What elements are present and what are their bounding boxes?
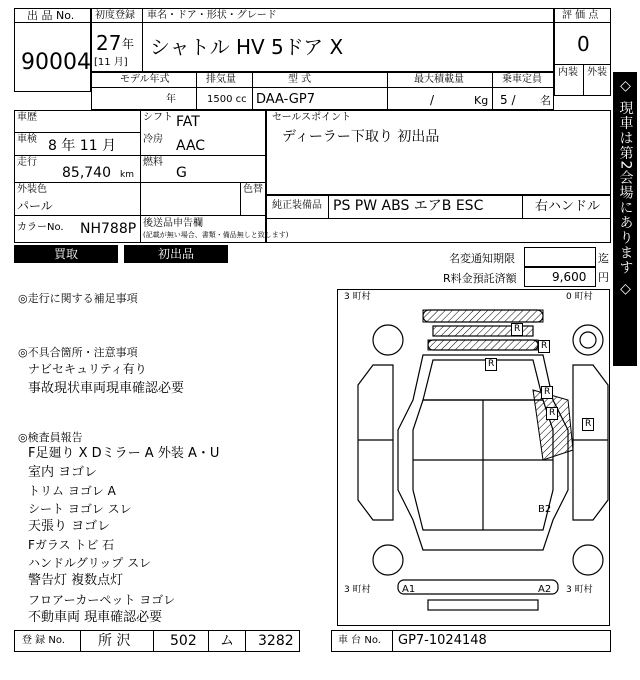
color-no-value: NH788P <box>80 221 137 237</box>
first-reg-year-unit: 年 <box>122 37 135 51</box>
model-year-label: モデル年式 <box>120 74 170 85</box>
damage-mark-a2: A2 <box>538 584 552 595</box>
defect-line-2: 事故現状車両現車確認必要 <box>28 381 185 396</box>
capacity-value: 5 / <box>500 93 516 107</box>
damage-mark-r2: R <box>538 340 550 353</box>
name-change-value <box>524 247 596 267</box>
recycle-label: R料金預託済額 <box>443 272 517 285</box>
damage-mark-r6: R <box>582 418 594 431</box>
inspector-line-2: 室内 ヨゴレ <box>28 465 98 480</box>
car-diagram <box>337 289 610 626</box>
displacement-label: 排気量 <box>206 74 236 85</box>
aftermarket-note: (記載が無い場合、書類・備品無しと致します) <box>143 231 289 239</box>
shift-value: FAT <box>176 114 200 130</box>
inspector-line-7: ハンドルグリップ スレ <box>28 556 152 570</box>
lot-label: 出 品 No. <box>27 9 75 22</box>
recycle-unit: 円 <box>598 271 609 284</box>
car-outline <box>338 290 609 625</box>
chassis-label: 車 台 No. <box>338 635 381 646</box>
color-no-label: カラーNo. <box>17 222 64 233</box>
model-name: シャトル HV 5ドア X <box>150 35 344 59</box>
model-label: 車名・ドア・形状・グレード <box>147 10 277 21</box>
inspector-line-4: シート ヨゴレ スレ <box>28 502 132 516</box>
color-change-label: 色替 <box>243 184 263 195</box>
registration-number: 3282 <box>258 633 294 649</box>
first-reg-label: 初度登録 <box>95 10 135 21</box>
recycle-value: 9,600 <box>552 270 587 284</box>
shift-label: シフト <box>143 112 173 123</box>
capacity-label: 乗車定員 <box>502 74 542 85</box>
side-banner-text: ◇ 現車は第2会場にあります ◇ <box>617 78 634 298</box>
max-load-unit: Kg <box>474 94 489 107</box>
inspector-line-6: Fガラス トビ 石 <box>28 538 115 552</box>
damage-mark-r5: R <box>546 407 558 420</box>
lot-number: 90004 <box>21 50 91 75</box>
mileage-value: 85,740 <box>62 165 111 181</box>
damage-mark-r1: R <box>511 323 523 336</box>
first-listing-tag: 初出品 <box>124 245 228 263</box>
chassis-number: GP7-1024148 <box>398 633 487 648</box>
type-label: 型 式 <box>288 74 312 85</box>
registration-class: 502 <box>170 633 197 649</box>
inspector-label: ◎検査員報告 <box>18 431 83 444</box>
model-year-unit: 年 <box>166 94 176 105</box>
exterior-color-label: 外装色 <box>17 184 47 195</box>
fuel-label: 燃料 <box>143 157 163 168</box>
registration-kana: ム <box>220 633 234 649</box>
history-label: 車歴 <box>17 112 37 123</box>
ac-label: 冷房 <box>143 134 163 145</box>
diagram-label-bl: 3 町村 <box>344 585 371 595</box>
sales-point-label: セールスポイント <box>272 112 352 123</box>
name-change-label: 名変通知期限 <box>449 252 515 265</box>
ac-value: AAC <box>176 138 206 154</box>
capacity-unit: 名 <box>540 94 551 107</box>
damage-mark-b2: B2 <box>538 504 552 515</box>
score-value: 0 <box>577 32 590 56</box>
registration-label: 登 録 No. <box>22 635 65 646</box>
mileage-unit: km <box>120 170 134 180</box>
inspection-value: 8 年 11 月 <box>48 138 117 154</box>
first-reg-month: [11 月] <box>94 57 128 68</box>
mileage-label: 走行 <box>17 157 37 168</box>
max-load-label: 最大積載量 <box>414 74 464 85</box>
inspector-line-1: F足廻り X Dミラー A 外装 A・U <box>28 446 220 461</box>
interior-label: 内装 <box>558 67 578 78</box>
exterior-color-value: パール <box>17 199 53 213</box>
defect-line-1: ナビセキュリティ有り <box>28 362 147 376</box>
inspector-line-8: 警告灯 複数点灯 <box>28 573 124 588</box>
damage-mark-a1: A1 <box>402 584 416 595</box>
diagram-label-br: 3 町村 <box>566 585 593 595</box>
genuine-label: 純正装備品 <box>272 200 322 211</box>
buy-tag: 買取 <box>14 245 118 263</box>
diagram-label-tl: 3 町村 <box>344 292 371 302</box>
inspector-line-9: フロアーカーペット ヨゴレ <box>28 593 176 607</box>
inspector-line-5: 天張り ヨゴレ <box>28 519 111 534</box>
damage-mark-r4: R <box>541 386 553 399</box>
diagram-label-tr: 0 町村 <box>566 292 593 302</box>
sales-point-value: ディーラー下取り 初出品 <box>282 129 440 145</box>
max-load-slash: / <box>430 93 435 107</box>
exterior-label: 外装 <box>587 67 607 78</box>
displacement-value: 1500 cc <box>207 94 247 105</box>
inspector-line-3: トリム ヨゴレ A <box>28 484 116 498</box>
defect-label: ◎不具合箇所・注意事項 <box>18 346 138 359</box>
inspection-label: 車検 <box>17 134 37 145</box>
inspector-line-10: 不動車両 現車確認必要 <box>28 610 163 625</box>
genuine-value: PS PW ABS エアB ESC <box>333 198 484 214</box>
first-reg-year: 27 <box>96 31 122 55</box>
handle-value: 右ハンドル <box>535 199 601 214</box>
registration-city: 所 沢 <box>98 633 131 649</box>
score-label: 評 価 点 <box>562 10 599 21</box>
supplement-label: ◎走行に関する補足事項 <box>18 292 138 305</box>
name-change-unit: 迄 <box>598 252 609 265</box>
aftermarket-label: 後送品申告欄 <box>143 218 203 229</box>
damage-mark-r3: R <box>485 358 497 371</box>
type-value: DAA-GP7 <box>256 92 315 107</box>
fuel-value: G <box>176 165 187 181</box>
side-banner <box>613 72 637 366</box>
